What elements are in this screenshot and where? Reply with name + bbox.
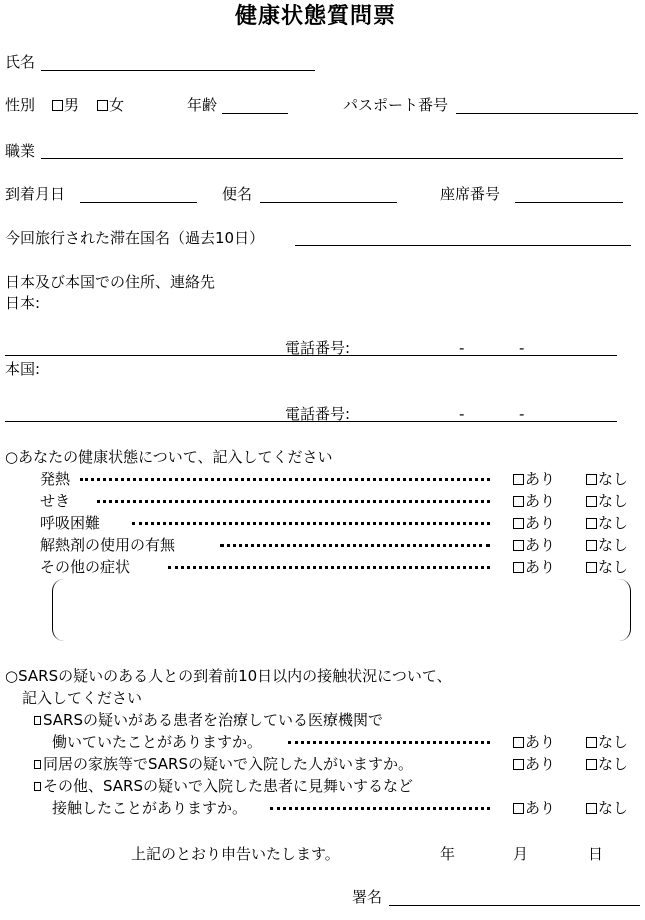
japan-phone-dash-2: - — [519, 339, 525, 357]
seat-label: 座席番号 — [440, 185, 501, 203]
sars-q1-line1 — [34, 711, 383, 729]
yes-label: あり — [525, 514, 556, 532]
no-label: なし — [598, 470, 629, 488]
symptom-dyspnea-leader — [132, 522, 490, 525]
yes-label: あり — [525, 536, 556, 554]
flight-field[interactable] — [260, 202, 397, 203]
sars-q2-text: 同居の家族等でSARSの疑いで入院した人がいますか。 — [43, 755, 414, 773]
symptom-antipyretic-no[interactable] — [586, 536, 628, 554]
home-phone-dash-1: - — [459, 405, 465, 423]
no-checkbox[interactable] — [586, 737, 597, 748]
form-title: 健康状態質問票 — [235, 3, 397, 29]
home-phone-label: 電話番号: — [285, 405, 351, 423]
sars-q3-line1 — [34, 777, 413, 795]
symptom-cough-label: せき — [40, 492, 71, 510]
yes-checkbox[interactable] — [513, 759, 524, 770]
no-checkbox[interactable] — [586, 562, 597, 573]
no-label: なし — [598, 733, 629, 751]
sars-q3-yes[interactable] — [513, 799, 555, 817]
sars-q1-text: SARSの疑いがある患者を治療している医療機関で — [43, 711, 384, 729]
yes-checkbox[interactable] — [513, 518, 524, 529]
health-heading: ○あなたの健康状態について、記入してください — [5, 448, 333, 466]
symptom-dyspnea-label: 呼吸困難 — [40, 514, 101, 532]
sars-q3-no[interactable] — [586, 799, 628, 817]
sars-q1-no[interactable] — [586, 733, 628, 751]
countries-field[interactable] — [295, 245, 631, 246]
sars-q3-text: その他、SARSの疑いで入院した患者に見舞いするなど — [43, 777, 414, 795]
home-phone-dash-2: - — [519, 405, 525, 423]
name-field[interactable] — [41, 70, 315, 71]
symptom-antipyretic-leader — [220, 544, 490, 547]
no-checkbox[interactable] — [586, 803, 597, 814]
bullet-box-icon — [34, 760, 41, 769]
no-checkbox[interactable] — [586, 474, 597, 485]
symptom-antipyretic-yes[interactable] — [513, 536, 555, 554]
seat-field[interactable] — [515, 202, 623, 203]
home-country-label: 本国: — [5, 360, 41, 378]
arrival-date-label: 到着月日 — [5, 185, 66, 203]
symptom-fever-yes[interactable] — [513, 470, 555, 488]
age-label: 年齢 — [187, 96, 218, 114]
symptom-dyspnea-no[interactable] — [586, 514, 628, 532]
sars-q2-no[interactable] — [586, 755, 628, 773]
japan-phone-label: 電話番号: — [285, 339, 351, 357]
countries-label: 今回旅行された滞在国名（過去10日） — [5, 229, 265, 247]
occupation-field[interactable] — [41, 158, 623, 159]
gender-male-option[interactable] — [52, 96, 79, 114]
signature-label: 署名 — [352, 888, 383, 906]
no-label: なし — [598, 799, 629, 817]
sars-q3-leader — [270, 807, 490, 810]
no-label: なし — [598, 755, 629, 773]
japan-phone-dash-1: - — [459, 339, 465, 357]
symptom-dyspnea-yes[interactable] — [513, 514, 555, 532]
other-symptoms-textarea[interactable] — [52, 579, 631, 641]
no-checkbox[interactable] — [586, 518, 597, 529]
gender-female-option[interactable] — [97, 96, 124, 114]
flight-label: 便名 — [222, 185, 253, 203]
sars-q2-line1 — [34, 755, 413, 773]
declaration-day: 日 — [588, 845, 604, 863]
symptom-cough-leader — [97, 500, 490, 503]
sars-heading-line2: 記入してください — [22, 689, 143, 707]
name-label: 氏名 — [5, 53, 36, 71]
yes-label: あり — [525, 799, 556, 817]
no-checkbox[interactable] — [586, 496, 597, 507]
sars-q1-leader — [288, 741, 490, 744]
yes-checkbox[interactable] — [513, 474, 524, 485]
symptom-other-label: その他の症状 — [40, 558, 131, 576]
yes-label: あり — [525, 492, 556, 510]
occupation-label: 職業 — [5, 142, 36, 160]
male-label: 男 — [64, 96, 80, 114]
no-checkbox[interactable] — [586, 540, 597, 551]
symptom-fever-no[interactable] — [586, 470, 628, 488]
sars-heading-line1: ○SARSの疑いのある人との到着前10日以内の接触状況について、 — [5, 667, 452, 685]
female-label: 女 — [109, 96, 125, 114]
address-heading: 日本及び本国での住所、連絡先 — [5, 273, 216, 291]
declaration-month: 月 — [513, 845, 529, 863]
no-label: なし — [598, 492, 629, 510]
symptom-antipyretic-label: 解熱剤の使用の有無 — [40, 536, 176, 554]
japan-label: 日本: — [5, 294, 41, 312]
bullet-box-icon — [34, 782, 41, 791]
yes-label: あり — [525, 558, 556, 576]
yes-checkbox[interactable] — [513, 562, 524, 573]
female-checkbox[interactable] — [97, 100, 108, 111]
yes-label: あり — [525, 755, 556, 773]
yes-label: あり — [525, 733, 556, 751]
age-field[interactable] — [222, 113, 288, 114]
symptom-cough-yes[interactable] — [513, 492, 555, 510]
no-checkbox[interactable] — [586, 759, 597, 770]
gender-label: 性別 — [5, 96, 36, 114]
no-label: なし — [598, 514, 629, 532]
passport-label: パスポート番号 — [343, 96, 449, 114]
symptom-fever-label: 発熱 — [40, 470, 71, 488]
sars-q2-yes[interactable] — [513, 755, 555, 773]
passport-field[interactable] — [456, 113, 638, 114]
sars-q1-yes[interactable] — [513, 733, 555, 751]
yes-label: あり — [525, 470, 556, 488]
yes-checkbox[interactable] — [513, 496, 524, 507]
no-label: なし — [598, 558, 629, 576]
male-checkbox[interactable] — [52, 100, 63, 111]
symptom-cough-no[interactable] — [586, 492, 628, 510]
declaration-year: 年 — [440, 845, 456, 863]
symptom-other-yes[interactable] — [513, 558, 555, 576]
no-label: なし — [598, 536, 629, 554]
symptom-other-leader — [168, 566, 490, 569]
symptom-fever-leader — [80, 478, 490, 481]
yes-checkbox[interactable] — [513, 737, 524, 748]
symptom-other-no[interactable] — [586, 558, 628, 576]
signature-field[interactable] — [389, 905, 640, 906]
sars-q1-line2: 働いていたことがありますか。 — [52, 733, 263, 751]
arrival-date-field[interactable] — [80, 202, 197, 203]
bullet-box-icon — [34, 716, 41, 725]
yes-checkbox[interactable] — [513, 540, 524, 551]
sars-q3-line2: 接触したことがありますか。 — [52, 799, 248, 817]
yes-checkbox[interactable] — [513, 803, 524, 814]
declaration-text: 上記のとおり申告いたします。 — [131, 845, 340, 863]
